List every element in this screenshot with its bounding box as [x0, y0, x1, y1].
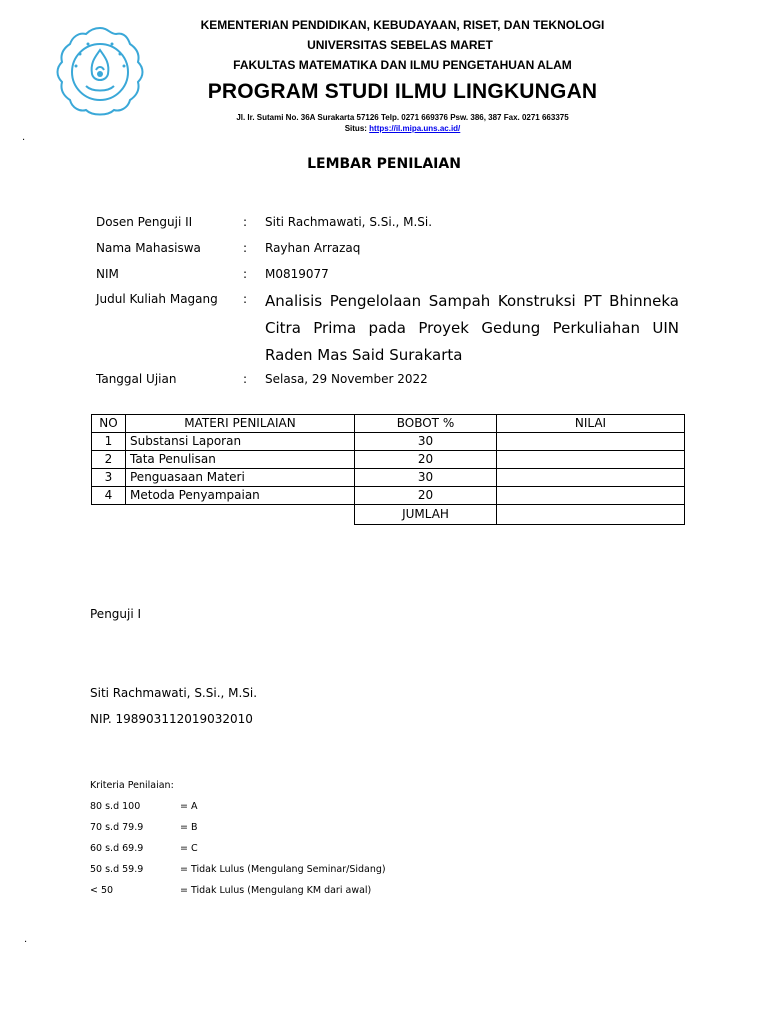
total-label: JUMLAH [355, 505, 497, 525]
field-label-nim: NIM [96, 267, 119, 281]
table-row [92, 487, 685, 505]
field-value-judul: Analisis Pengelolaan Sampah Konstruksi PT Bhinneka Citra Prima pada Proyek Gedung Perkuliahan UIN Raden Mas Said Surakarta [265, 292, 679, 364]
faculty-name: FAKULTAS MATEMATIKA DAN ILMU PENGETAHUAN ALAM [233, 58, 572, 72]
table-row [92, 469, 685, 487]
ministry-name: KEMENTERIAN PENDIDIKAN, KEBUDAYAAN, RISET, DAN TEKNOLOGI [200, 18, 605, 32]
row-no: 4 [92, 487, 126, 505]
field-value-nama: Rayhan Arrazaq [265, 241, 361, 255]
field-value-tanggal: Selasa, 29 November 2022 [265, 372, 428, 386]
table-row [92, 433, 685, 451]
empty-cell [92, 505, 126, 525]
row-nilai[interactable] [497, 487, 685, 505]
total-value[interactable] [497, 505, 685, 525]
address: Jl. Ir. Sutami No. 36A Surakarta 57126 Telp. 0271 669376 Psw. 386, 387 Fax. 0271 663375 [236, 113, 569, 122]
empty-cell [126, 505, 355, 525]
field-label-tanggal: Tanggal Ujian [96, 372, 177, 386]
criteria-grade: = Tidak Lulus (Mengulang KM dari awal) [180, 885, 372, 896]
stray-dot: . [24, 934, 28, 945]
document-title: LEMBAR PENILAIAN [307, 156, 461, 172]
row-nilai[interactable] [497, 469, 685, 487]
examiner-nip: NIP. 198903112019032010 [90, 712, 253, 726]
field-label-nama: Nama Mahasiswa [96, 241, 201, 255]
criteria-grade: = B [180, 822, 198, 833]
website-label: Situs: [344, 124, 370, 133]
criteria-grade: = A [180, 801, 198, 812]
header-nilai: NILAI [497, 415, 685, 433]
field-colon: : [243, 267, 248, 281]
field-colon: : [243, 215, 248, 229]
row-bobot: 20 [355, 487, 497, 505]
criteria-range: 50 s.d 59.9 [90, 864, 144, 875]
field-value-dosen: Siti Rachmawati, S.Si., M.Si. [265, 215, 433, 229]
row-no: 1 [92, 433, 126, 451]
field-label-dosen: Dosen Penguji II [96, 215, 193, 229]
website-link[interactable]: https://il.mipa.uns.ac.id/ [369, 124, 461, 133]
criteria-range: 60 s.d 69.9 [90, 843, 144, 854]
row-materi: Metoda Penyampaian [126, 487, 355, 505]
field-colon: : [243, 292, 248, 306]
row-nilai[interactable] [497, 433, 685, 451]
table-header-row [92, 415, 685, 433]
row-bobot: 30 [355, 433, 497, 451]
row-no: 2 [92, 451, 126, 469]
row-bobot: 20 [355, 451, 497, 469]
website-line [170, 124, 635, 133]
row-materi: Substansi Laporan [126, 433, 355, 451]
field-value-nim: M0819077 [265, 267, 329, 281]
criteria-range: < 50 [90, 885, 114, 896]
criteria-range: 80 s.d 100 [90, 801, 141, 812]
examiner-role: Penguji I [90, 607, 142, 621]
field-colon: : [243, 241, 248, 255]
program-name: PROGRAM STUDI ILMU LINGKUNGAN [207, 80, 598, 103]
header-bobot: BOBOT % [355, 415, 497, 433]
examiner-name: Siti Rachmawati, S.Si., M.Si. [90, 686, 258, 700]
assessment-table [91, 414, 685, 525]
row-no: 3 [92, 469, 126, 487]
stray-dot: . [22, 132, 26, 143]
row-nilai[interactable] [497, 451, 685, 469]
criteria-range: 70 s.d 79.9 [90, 822, 144, 833]
criteria-title: Kriteria Penilaian: [90, 780, 174, 791]
criteria-grade: = Tidak Lulus (Mengulang Seminar/Sidang) [180, 864, 386, 875]
row-bobot: 30 [355, 469, 497, 487]
header-no: NO [92, 415, 126, 433]
row-materi: Penguasaan Materi [126, 469, 355, 487]
row-materi: Tata Penulisan [126, 451, 355, 469]
table-total-row [92, 505, 685, 525]
table-row [92, 451, 685, 469]
criteria-grade: = C [180, 843, 198, 854]
university-logo-icon [52, 24, 148, 120]
field-label-judul: Judul Kuliah Magang [96, 292, 218, 306]
university-name: UNIVERSITAS SEBELAS MARET [307, 38, 493, 52]
field-colon: : [243, 372, 248, 386]
header-materi: MATERI PENILAIAN [126, 415, 355, 433]
